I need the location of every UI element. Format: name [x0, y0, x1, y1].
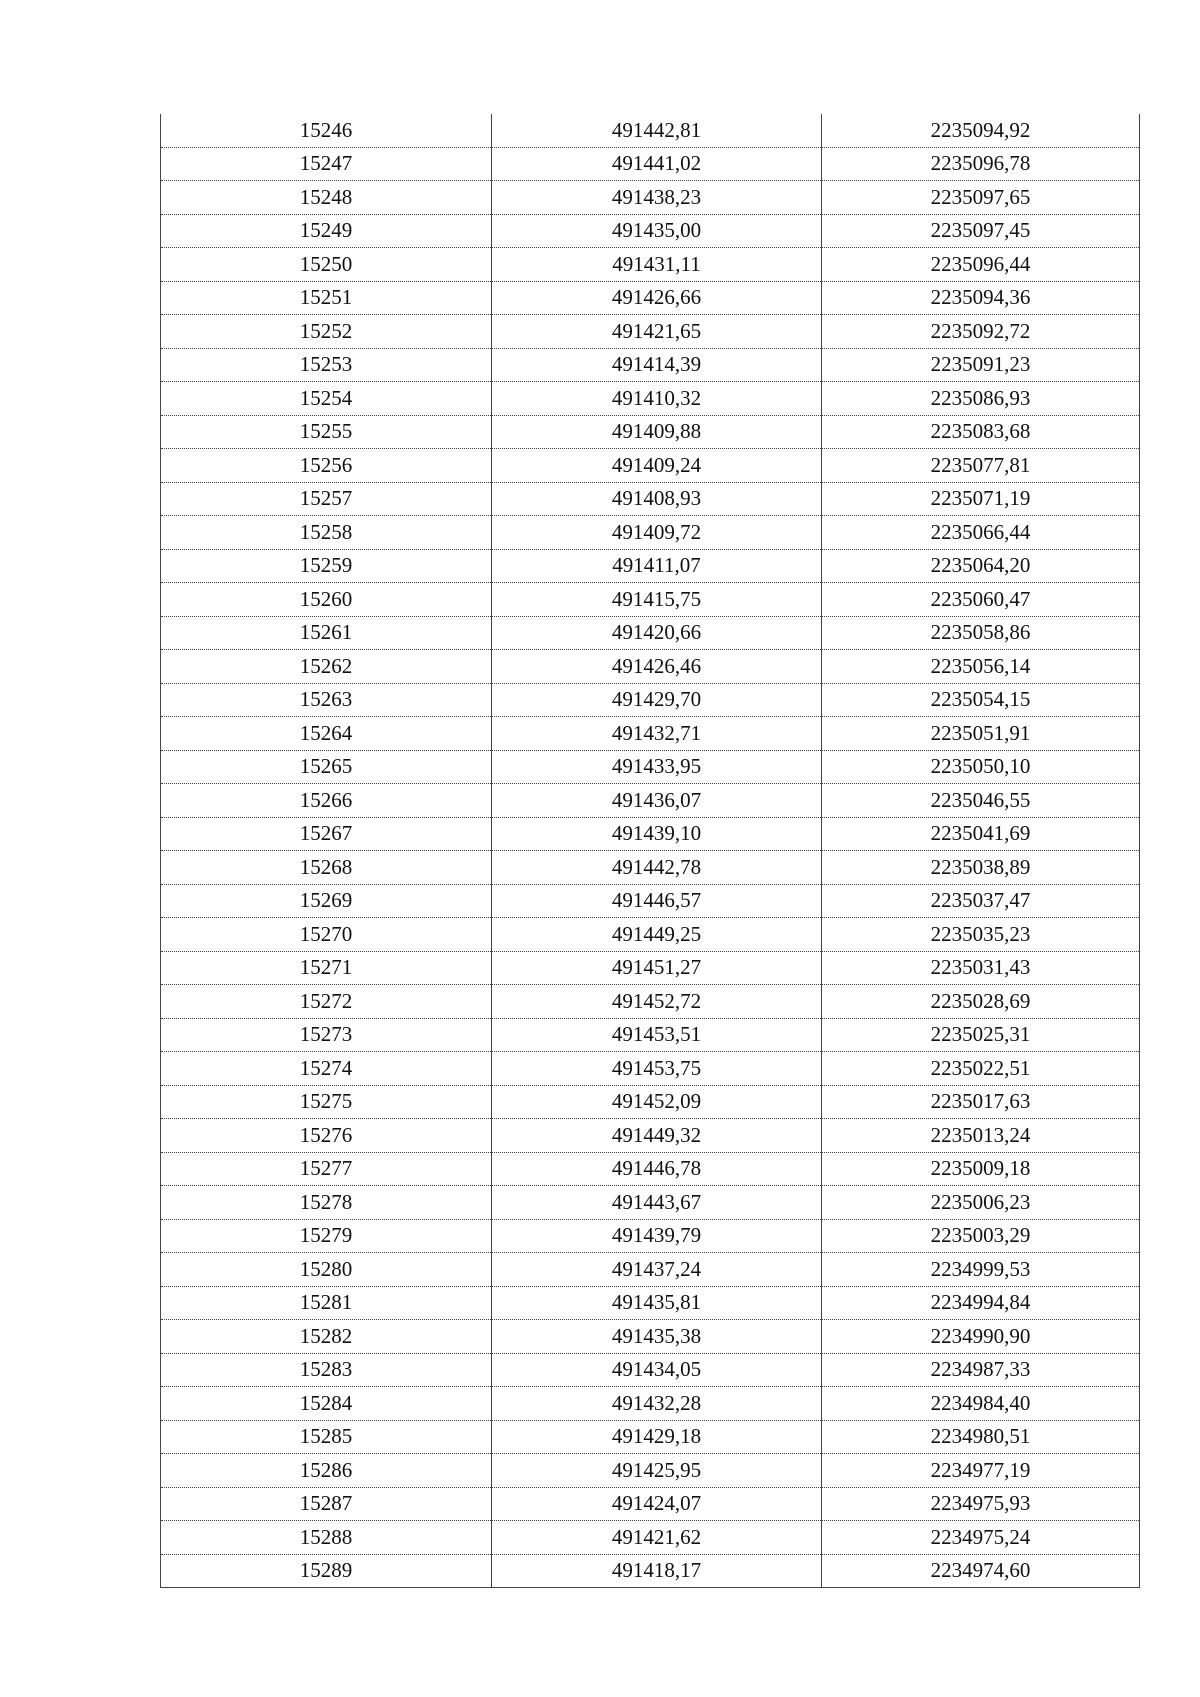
y-coordinate-cell: 2235096,44 [822, 248, 1140, 282]
point-number-cell: 15280 [161, 1253, 492, 1287]
y-coordinate-cell: 2234984,40 [822, 1387, 1140, 1421]
table-row [161, 114, 1140, 147]
y-coordinate-cell: 2235041,69 [822, 817, 1140, 851]
point-number-cell: 15276 [161, 1119, 492, 1153]
y-coordinate-cell: 2235056,14 [822, 650, 1140, 684]
point-number-cell: 15263 [161, 683, 492, 717]
point-number-cell: 15262 [161, 650, 492, 684]
point-number-cell: 15248 [161, 181, 492, 215]
x-coordinate-cell: 491424,07 [492, 1487, 822, 1521]
point-number-cell: 15247 [161, 147, 492, 181]
point-number-cell: 15260 [161, 583, 492, 617]
point-number-cell: 15264 [161, 717, 492, 751]
table-row [161, 1454, 1140, 1488]
point-number-cell: 15279 [161, 1219, 492, 1253]
point-number-cell: 15274 [161, 1052, 492, 1086]
x-coordinate-cell: 491443,67 [492, 1186, 822, 1220]
point-number-cell: 15256 [161, 449, 492, 483]
table-row [161, 683, 1140, 717]
y-coordinate-cell: 2234994,84 [822, 1286, 1140, 1320]
y-coordinate-cell: 2235025,31 [822, 1018, 1140, 1052]
x-coordinate-cell: 491436,07 [492, 784, 822, 818]
table-row [161, 583, 1140, 617]
y-coordinate-cell: 2235064,20 [822, 549, 1140, 583]
point-number-cell: 15246 [161, 114, 492, 147]
table-row [161, 1487, 1140, 1521]
y-coordinate-cell: 2235092,72 [822, 315, 1140, 349]
table-row [161, 616, 1140, 650]
y-coordinate-cell: 2234975,93 [822, 1487, 1140, 1521]
x-coordinate-cell: 491438,23 [492, 181, 822, 215]
y-coordinate-cell: 2235028,69 [822, 985, 1140, 1019]
x-coordinate-cell: 491410,32 [492, 382, 822, 416]
point-number-cell: 15259 [161, 549, 492, 583]
x-coordinate-cell: 491442,78 [492, 851, 822, 885]
y-coordinate-cell: 2235083,68 [822, 415, 1140, 449]
x-coordinate-cell: 491420,66 [492, 616, 822, 650]
table-row [161, 1152, 1140, 1186]
point-number-cell: 15289 [161, 1554, 492, 1588]
x-coordinate-cell: 491426,46 [492, 650, 822, 684]
point-number-cell: 15250 [161, 248, 492, 282]
point-number-cell: 15288 [161, 1521, 492, 1555]
table-row [161, 248, 1140, 282]
y-coordinate-cell: 2235086,93 [822, 382, 1140, 416]
x-coordinate-cell: 491432,71 [492, 717, 822, 751]
x-coordinate-cell: 491414,39 [492, 348, 822, 382]
y-coordinate-cell: 2235003,29 [822, 1219, 1140, 1253]
y-coordinate-cell: 2234980,51 [822, 1420, 1140, 1454]
x-coordinate-cell: 491451,27 [492, 951, 822, 985]
y-coordinate-cell: 2235009,18 [822, 1152, 1140, 1186]
y-coordinate-cell: 2235037,47 [822, 884, 1140, 918]
table-row [161, 315, 1140, 349]
point-number-cell: 15272 [161, 985, 492, 1019]
y-coordinate-cell: 2235051,91 [822, 717, 1140, 751]
y-coordinate-cell: 2235066,44 [822, 516, 1140, 550]
x-coordinate-cell: 491425,95 [492, 1454, 822, 1488]
table-row [161, 1521, 1140, 1555]
y-coordinate-cell: 2234987,33 [822, 1353, 1140, 1387]
y-coordinate-cell: 2235094,36 [822, 281, 1140, 315]
table-row [161, 784, 1140, 818]
table-row [161, 717, 1140, 751]
table-row [161, 750, 1140, 784]
y-coordinate-cell: 2235017,63 [822, 1085, 1140, 1119]
point-number-cell: 15287 [161, 1487, 492, 1521]
table-row [161, 516, 1140, 550]
table-row [161, 348, 1140, 382]
table-row [161, 951, 1140, 985]
point-number-cell: 15266 [161, 784, 492, 818]
table-row [161, 549, 1140, 583]
y-coordinate-cell: 2235060,47 [822, 583, 1140, 617]
x-coordinate-cell: 491442,81 [492, 114, 822, 147]
point-number-cell: 15271 [161, 951, 492, 985]
table-row [161, 214, 1140, 248]
y-coordinate-cell: 2235050,10 [822, 750, 1140, 784]
table-row [161, 851, 1140, 885]
table-row [161, 1554, 1140, 1588]
point-number-cell: 15258 [161, 516, 492, 550]
point-number-cell: 15283 [161, 1353, 492, 1387]
table-row [161, 817, 1140, 851]
table-row [161, 1085, 1140, 1119]
x-coordinate-cell: 491415,75 [492, 583, 822, 617]
x-coordinate-cell: 491421,65 [492, 315, 822, 349]
y-coordinate-cell: 2235035,23 [822, 918, 1140, 952]
y-coordinate-cell: 2235094,92 [822, 114, 1140, 147]
table-row [161, 1320, 1140, 1354]
point-number-cell: 15252 [161, 315, 492, 349]
x-coordinate-cell: 491421,62 [492, 1521, 822, 1555]
table-row [161, 1018, 1140, 1052]
x-coordinate-cell: 491408,93 [492, 482, 822, 516]
point-number-cell: 15255 [161, 415, 492, 449]
y-coordinate-cell: 2235038,89 [822, 851, 1140, 885]
x-coordinate-cell: 491432,28 [492, 1387, 822, 1421]
table-row [161, 382, 1140, 416]
point-number-cell: 15249 [161, 214, 492, 248]
point-number-cell: 15265 [161, 750, 492, 784]
point-number-cell: 15261 [161, 616, 492, 650]
y-coordinate-cell: 2235096,78 [822, 147, 1140, 181]
y-coordinate-cell: 2235077,81 [822, 449, 1140, 483]
x-coordinate-cell: 491434,05 [492, 1353, 822, 1387]
point-number-cell: 15275 [161, 1085, 492, 1119]
y-coordinate-cell: 2235097,65 [822, 181, 1140, 215]
point-number-cell: 15269 [161, 884, 492, 918]
point-number-cell: 15285 [161, 1420, 492, 1454]
point-number-cell: 15253 [161, 348, 492, 382]
table-row [161, 1286, 1140, 1320]
x-coordinate-cell: 491409,88 [492, 415, 822, 449]
table-row [161, 650, 1140, 684]
table-row [161, 985, 1140, 1019]
point-number-cell: 15268 [161, 851, 492, 885]
y-coordinate-cell: 2234990,90 [822, 1320, 1140, 1354]
x-coordinate-cell: 491433,95 [492, 750, 822, 784]
y-coordinate-cell: 2235071,19 [822, 482, 1140, 516]
x-coordinate-cell: 491452,72 [492, 985, 822, 1019]
x-coordinate-cell: 491453,51 [492, 1018, 822, 1052]
x-coordinate-cell: 491439,10 [492, 817, 822, 851]
x-coordinate-cell: 491446,78 [492, 1152, 822, 1186]
y-coordinate-cell: 2235097,45 [822, 214, 1140, 248]
table-row [161, 1219, 1140, 1253]
table-row [161, 1186, 1140, 1220]
x-coordinate-cell: 491411,07 [492, 549, 822, 583]
table-row [161, 884, 1140, 918]
x-coordinate-cell: 491449,25 [492, 918, 822, 952]
table-row [161, 918, 1140, 952]
point-number-cell: 15284 [161, 1387, 492, 1421]
x-coordinate-cell: 491441,02 [492, 147, 822, 181]
y-coordinate-cell: 2235022,51 [822, 1052, 1140, 1086]
point-number-cell: 15254 [161, 382, 492, 416]
table-row [161, 1387, 1140, 1421]
x-coordinate-cell: 491435,00 [492, 214, 822, 248]
y-coordinate-cell: 2235058,86 [822, 616, 1140, 650]
x-coordinate-cell: 491449,32 [492, 1119, 822, 1153]
x-coordinate-cell: 491435,38 [492, 1320, 822, 1354]
table-row [161, 1052, 1140, 1086]
point-number-cell: 15267 [161, 817, 492, 851]
y-coordinate-cell: 2235006,23 [822, 1186, 1140, 1220]
point-number-cell: 15251 [161, 281, 492, 315]
table-row [161, 147, 1140, 181]
y-coordinate-cell: 2234975,24 [822, 1521, 1140, 1555]
point-number-cell: 15286 [161, 1454, 492, 1488]
point-number-cell: 15278 [161, 1186, 492, 1220]
table-row [161, 1253, 1140, 1287]
table-row [161, 1420, 1140, 1454]
x-coordinate-cell: 491439,79 [492, 1219, 822, 1253]
y-coordinate-cell: 2235013,24 [822, 1119, 1140, 1153]
x-coordinate-cell: 491409,72 [492, 516, 822, 550]
x-coordinate-cell: 491435,81 [492, 1286, 822, 1320]
x-coordinate-cell: 491426,66 [492, 281, 822, 315]
table-row [161, 1353, 1140, 1387]
y-coordinate-cell: 2235031,43 [822, 951, 1140, 985]
table-row [161, 482, 1140, 516]
y-coordinate-cell: 2234974,60 [822, 1554, 1140, 1588]
y-coordinate-cell: 2234999,53 [822, 1253, 1140, 1287]
x-coordinate-cell: 491409,24 [492, 449, 822, 483]
x-coordinate-cell: 491453,75 [492, 1052, 822, 1086]
x-coordinate-cell: 491452,09 [492, 1085, 822, 1119]
coordinates-table-body [161, 114, 1140, 1588]
table-row [161, 449, 1140, 483]
point-number-cell: 15281 [161, 1286, 492, 1320]
table-row [161, 281, 1140, 315]
point-number-cell: 15282 [161, 1320, 492, 1354]
point-number-cell: 15270 [161, 918, 492, 952]
y-coordinate-cell: 2235091,23 [822, 348, 1140, 382]
x-coordinate-cell: 491446,57 [492, 884, 822, 918]
x-coordinate-cell: 491429,18 [492, 1420, 822, 1454]
y-coordinate-cell: 2234977,19 [822, 1454, 1140, 1488]
table-row [161, 415, 1140, 449]
y-coordinate-cell: 2235054,15 [822, 683, 1140, 717]
coordinates-table [160, 114, 1140, 1588]
x-coordinate-cell: 491429,70 [492, 683, 822, 717]
x-coordinate-cell: 491437,24 [492, 1253, 822, 1287]
y-coordinate-cell: 2235046,55 [822, 784, 1140, 818]
table-row [161, 181, 1140, 215]
x-coordinate-cell: 491418,17 [492, 1554, 822, 1588]
point-number-cell: 15273 [161, 1018, 492, 1052]
point-number-cell: 15277 [161, 1152, 492, 1186]
x-coordinate-cell: 491431,11 [492, 248, 822, 282]
point-number-cell: 15257 [161, 482, 492, 516]
table-row [161, 1119, 1140, 1153]
